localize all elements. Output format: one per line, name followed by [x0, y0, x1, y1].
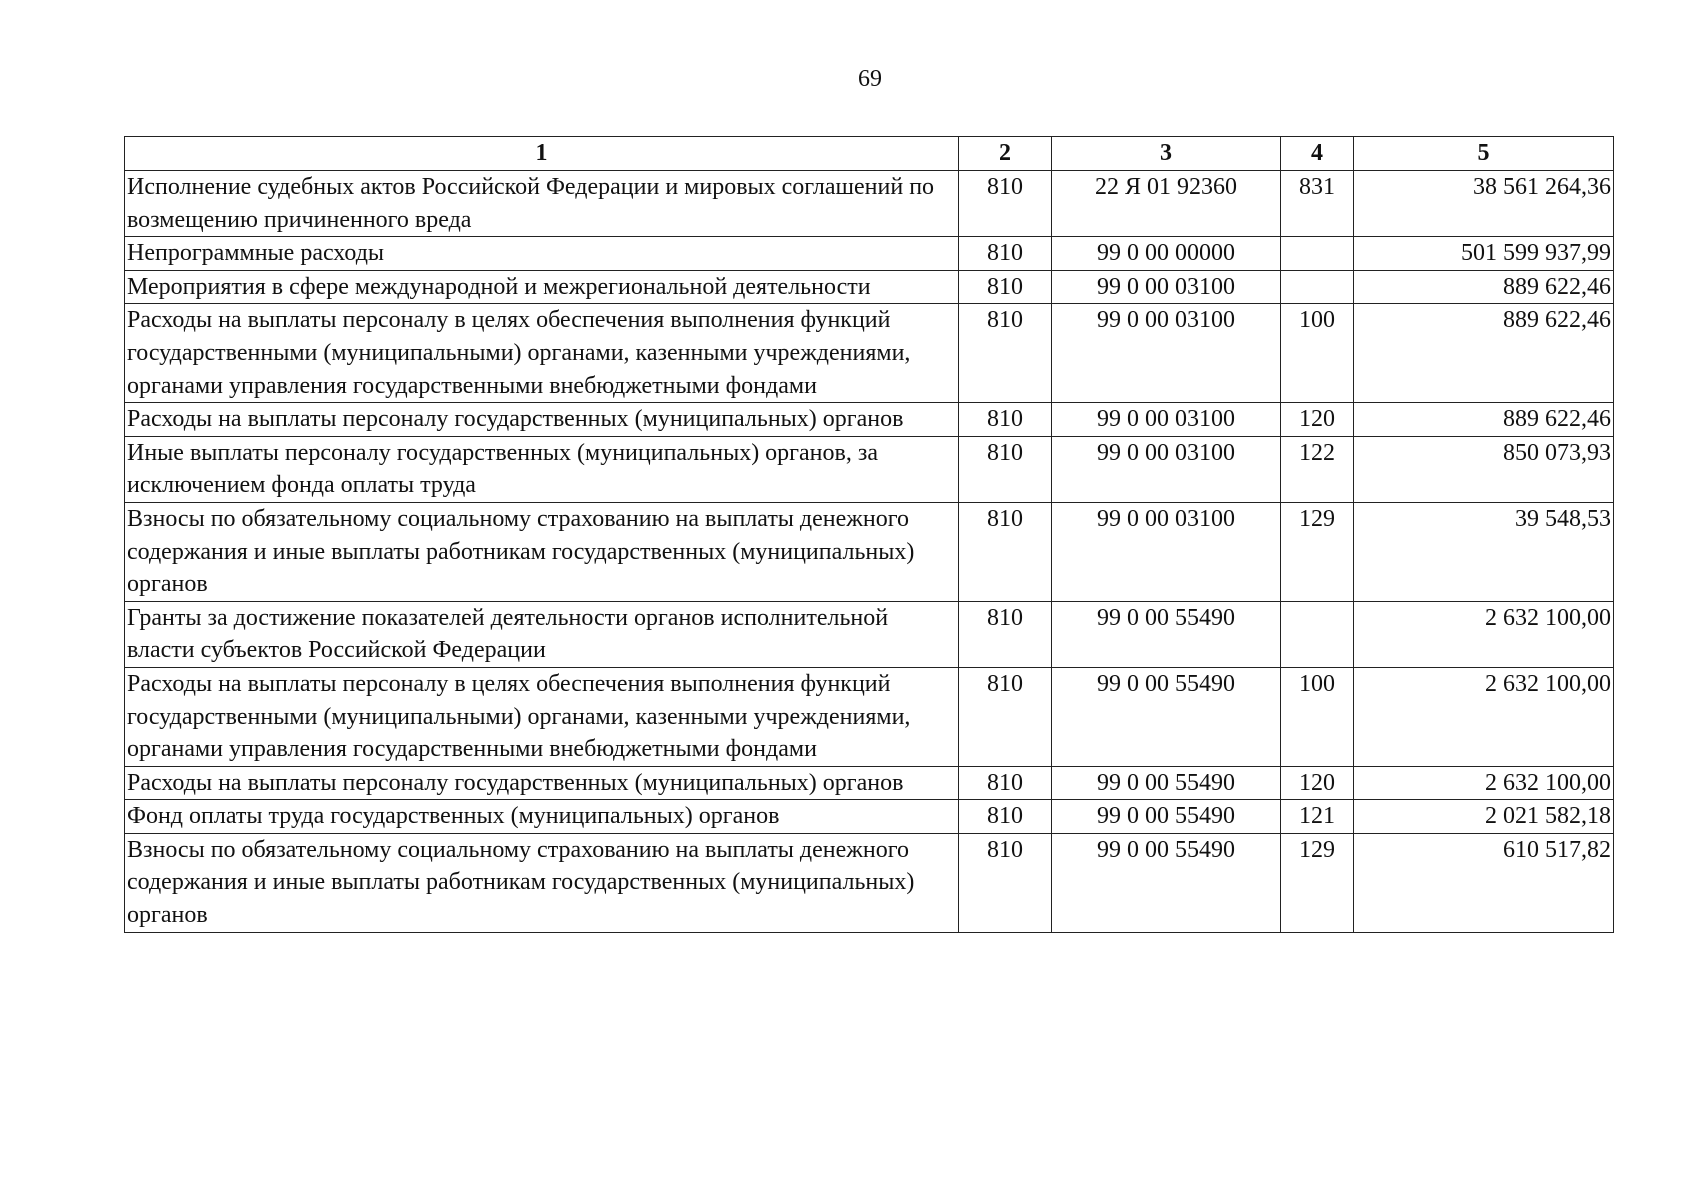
target-code: 99 0 00 55490 — [1052, 800, 1281, 834]
table-row — [125, 601, 1614, 667]
dept-code: 810 — [959, 237, 1052, 271]
amount: 2 632 100,00 — [1354, 601, 1614, 667]
target-code: 99 0 00 03100 — [1052, 270, 1281, 304]
dept-code: 810 — [959, 766, 1052, 800]
expense-type-code: 831 — [1281, 171, 1354, 237]
expense-type-code: 120 — [1281, 403, 1354, 437]
expense-type-code: 121 — [1281, 800, 1354, 834]
target-code: 99 0 00 03100 — [1052, 502, 1281, 601]
amount: 610 517,82 — [1354, 833, 1614, 932]
expense-name: Мероприятия в сфере международной и межрегиональной деятельности — [125, 270, 959, 304]
dept-code: 810 — [959, 171, 1052, 237]
target-code: 99 0 00 55490 — [1052, 766, 1281, 800]
dept-code: 810 — [959, 270, 1052, 304]
expense-name: Взносы по обязательному социальному страхованию на выплаты денежного содержания и иные выплаты работникам государственных (муниципальных) органов — [125, 833, 959, 932]
expense-name: Расходы на выплаты персоналу государственных (муниципальных) органов — [125, 766, 959, 800]
header-col-5: 5 — [1354, 137, 1614, 171]
dept-code: 810 — [959, 601, 1052, 667]
table-row — [125, 502, 1614, 601]
expense-type-code: 129 — [1281, 502, 1354, 601]
amount: 39 548,53 — [1354, 502, 1614, 601]
dept-code: 810 — [959, 403, 1052, 437]
expense-type-code: 120 — [1281, 766, 1354, 800]
table-row — [125, 171, 1614, 237]
table-row — [125, 403, 1614, 437]
expense-name: Расходы на выплаты персоналу в целях обеспечения выполнения функций государственными (муниципальными) органами, казенными учреждениями, органами управления государственными внебюджетными фондами — [125, 304, 959, 403]
dept-code: 810 — [959, 667, 1052, 766]
table-row — [125, 667, 1614, 766]
amount: 889 622,46 — [1354, 304, 1614, 403]
table-row — [125, 766, 1614, 800]
expense-type-code — [1281, 270, 1354, 304]
expense-type-code — [1281, 601, 1354, 667]
target-code: 99 0 00 03100 — [1052, 403, 1281, 437]
amount: 850 073,93 — [1354, 436, 1614, 502]
amount: 38 561 264,36 — [1354, 171, 1614, 237]
amount: 2 021 582,18 — [1354, 800, 1614, 834]
expense-type-code: 100 — [1281, 667, 1354, 766]
budget-table — [124, 136, 1614, 933]
expense-type-code: 122 — [1281, 436, 1354, 502]
amount: 889 622,46 — [1354, 270, 1614, 304]
table-row — [125, 800, 1614, 834]
target-code: 99 0 00 00000 — [1052, 237, 1281, 271]
target-code: 99 0 00 55490 — [1052, 601, 1281, 667]
header-col-1: 1 — [125, 137, 959, 171]
expense-type-code: 100 — [1281, 304, 1354, 403]
expense-name: Фонд оплаты труда государственных (муниципальных) органов — [125, 800, 959, 834]
target-code: 22 Я 01 92360 — [1052, 171, 1281, 237]
table-row — [125, 436, 1614, 502]
table-row — [125, 270, 1614, 304]
amount: 501 599 937,99 — [1354, 237, 1614, 271]
header-col-2: 2 — [959, 137, 1052, 171]
target-code: 99 0 00 03100 — [1052, 436, 1281, 502]
dept-code: 810 — [959, 502, 1052, 601]
expense-name: Исполнение судебных актов Российской Федерации и мировых соглашений по возмещению причиненного вреда — [125, 171, 959, 237]
expense-name: Взносы по обязательному социальному страхованию на выплаты денежного содержания и иные выплаты работникам государственных (муниципальных) органов — [125, 502, 959, 601]
table-row — [125, 833, 1614, 932]
expense-type-code — [1281, 237, 1354, 271]
amount: 2 632 100,00 — [1354, 667, 1614, 766]
table-row — [125, 237, 1614, 271]
table-row — [125, 304, 1614, 403]
amount: 889 622,46 — [1354, 403, 1614, 437]
expense-name: Гранты за достижение показателей деятельности органов исполнительной власти субъектов Российской Федерации — [125, 601, 959, 667]
page-number: 69 — [858, 66, 882, 92]
dept-code: 810 — [959, 833, 1052, 932]
target-code: 99 0 00 55490 — [1052, 667, 1281, 766]
target-code: 99 0 00 55490 — [1052, 833, 1281, 932]
expense-name: Расходы на выплаты персоналу государственных (муниципальных) органов — [125, 403, 959, 437]
expense-name: Расходы на выплаты персоналу в целях обеспечения выполнения функций государственными (муниципальными) органами, казенными учреждениями, органами управления государственными внебюджетными фондами — [125, 667, 959, 766]
target-code: 99 0 00 03100 — [1052, 304, 1281, 403]
dept-code: 810 — [959, 800, 1052, 834]
expense-type-code: 129 — [1281, 833, 1354, 932]
header-row — [125, 137, 1614, 171]
expense-name: Непрограммные расходы — [125, 237, 959, 271]
header-col-3: 3 — [1052, 137, 1281, 171]
header-col-4: 4 — [1281, 137, 1354, 171]
amount: 2 632 100,00 — [1354, 766, 1614, 800]
expense-name: Иные выплаты персоналу государственных (муниципальных) органов, за исключением фонда оплаты труда — [125, 436, 959, 502]
dept-code: 810 — [959, 304, 1052, 403]
dept-code: 810 — [959, 436, 1052, 502]
